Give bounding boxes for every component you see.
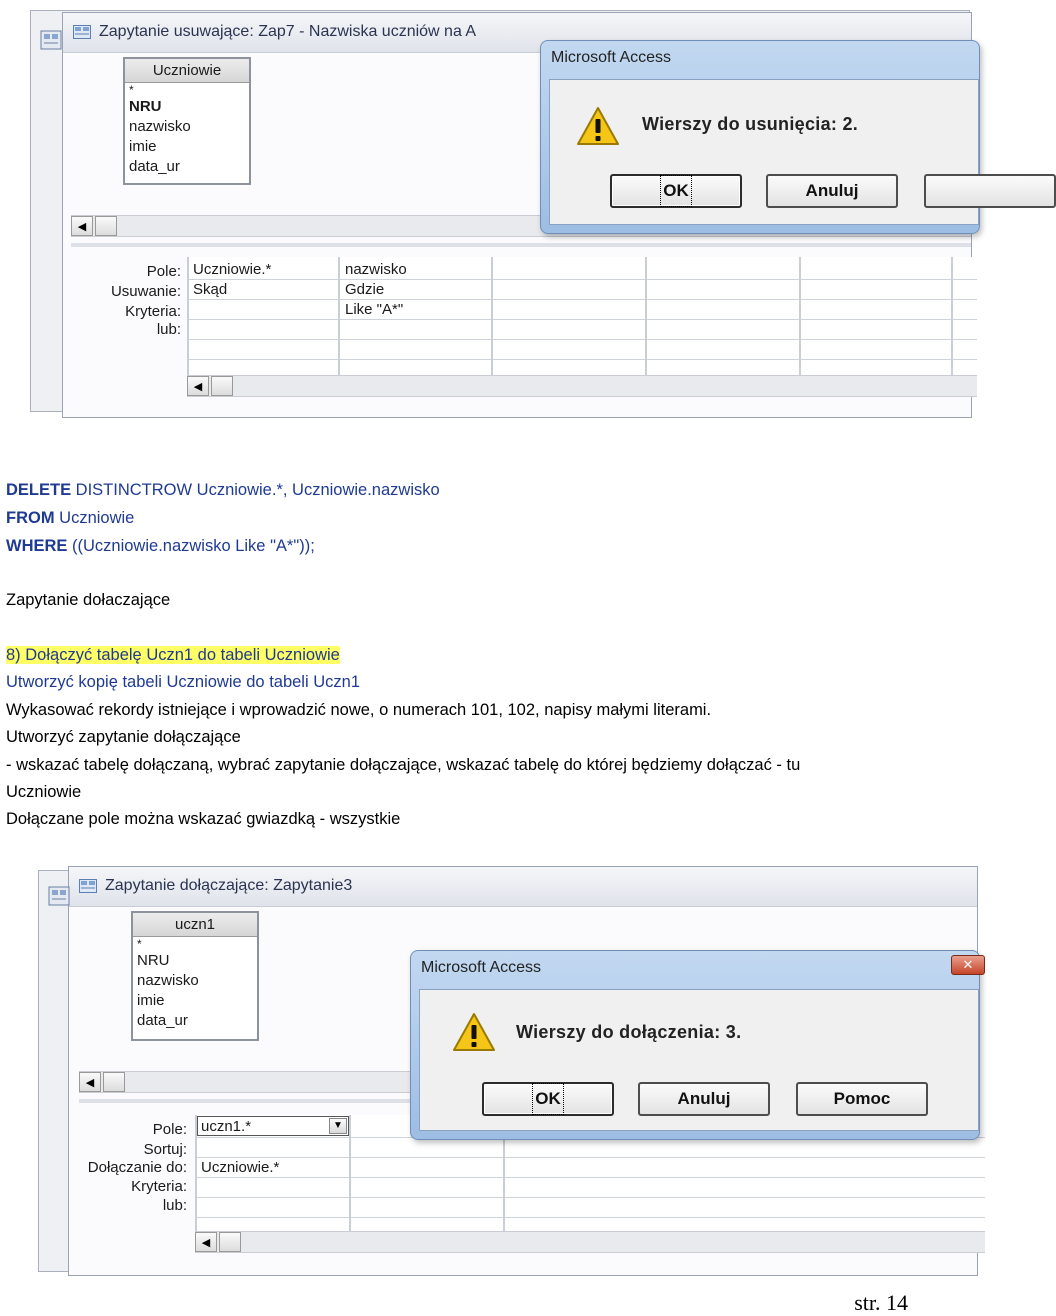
- cancel-button[interactable]: [766, 174, 898, 208]
- sql-line-1-rest: DISTINCTROW Uczniowie.*, Uczniowie.nazwisko: [71, 481, 440, 499]
- field-list-item[interactable]: imie: [129, 138, 157, 155]
- scroll-thumb[interactable]: [219, 1232, 241, 1252]
- window-titlebar[interactable]: [69, 867, 977, 907]
- row-label-sortuj: Sortuj:: [143, 1141, 187, 1158]
- dialog-title: Microsoft Access: [421, 959, 542, 976]
- step-select-field: Dołączane pole można wskazać gwiazdką - wszystkie: [6, 810, 401, 828]
- cancel-button-label: Anuluj: [677, 1089, 731, 1108]
- field-list-item[interactable]: *: [129, 83, 134, 97]
- grid-horizontal-scrollbar[interactable]: [195, 1231, 985, 1253]
- window-title: Zapytanie usuwające: Zap7 - Nazwiska uczniów na A: [99, 23, 477, 40]
- pane-splitter[interactable]: [71, 243, 971, 247]
- cancel-button-label: Anuluj: [805, 181, 859, 200]
- dropdown-arrow-icon[interactable]: ▼: [329, 1118, 347, 1134]
- table-name: Uczniowie: [125, 59, 249, 83]
- table-name: uczn1: [133, 913, 257, 937]
- page-number: str. 14: [854, 1290, 908, 1315]
- table-uczn1[interactable]: [131, 911, 259, 1041]
- screenshot-delete-query: [0, 0, 960, 420]
- sql-line-2: [6, 507, 134, 529]
- row-label-usuwanie: Usuwanie:: [110, 283, 181, 300]
- design-grid[interactable]: [187, 257, 977, 381]
- cancel-button[interactable]: [638, 1082, 770, 1116]
- grid-horizontal-scrollbar[interactable]: [187, 375, 977, 397]
- scroll-left-arrow-icon[interactable]: ◀: [195, 1232, 217, 1252]
- step-delete-records: Wykasować rekordy istniejące i wprowadzić nowe, o numerach 101, 102, napisy małymi literami.: [6, 701, 712, 719]
- sql-keyword-where: WHERE: [6, 537, 68, 555]
- scroll-thumb[interactable]: [211, 376, 233, 396]
- dialog-close-button[interactable]: ✕: [951, 955, 985, 975]
- row-label-pole: Pole:: [152, 1121, 187, 1138]
- field-list-item[interactable]: NRU: [129, 98, 162, 115]
- sql-line-3-rest: ((Uczniowie.nazwisko Like "A*"));: [67, 537, 315, 555]
- task-highlight: 8) Dołączyć tabelę Uczn1 do tabeli Uczniowie: [6, 646, 340, 664]
- task-line: [6, 644, 340, 666]
- window-system-icon: [40, 30, 62, 50]
- warning-icon: [576, 106, 620, 146]
- dialog-title: Microsoft Access: [551, 49, 672, 66]
- field-list-item[interactable]: NRU: [137, 952, 170, 969]
- scroll-left-arrow-icon[interactable]: ◀: [187, 376, 209, 396]
- help-button[interactable]: [796, 1082, 928, 1116]
- query-icon: [79, 879, 97, 893]
- grid-cell-usuwanie-1[interactable]: Skąd: [193, 281, 228, 298]
- field-list-item[interactable]: nazwisko: [137, 972, 199, 989]
- table-uczniowie[interactable]: [123, 57, 251, 185]
- ok-button[interactable]: [482, 1082, 614, 1116]
- row-label-lub: lub:: [162, 1197, 187, 1214]
- sql-line-1: [6, 479, 440, 501]
- field-list-item[interactable]: imie: [137, 992, 165, 1009]
- window-system-icon: [48, 886, 70, 906]
- row-label-kryteria: Kryteria:: [125, 303, 181, 320]
- help-button-label: Pomoc: [833, 1089, 891, 1108]
- field-list-item[interactable]: *: [137, 937, 142, 951]
- sql-line-3: [6, 535, 315, 557]
- step-select-tables: - wskazać tabelę dołączaną, wybrać zapytanie dołączające, wskazać tabelę do której będziemy dołączać - tu: [6, 756, 801, 774]
- window-title: Zapytanie dołączające: Zapytanie3: [105, 877, 353, 894]
- scroll-left-arrow-icon[interactable]: ◀: [71, 216, 93, 236]
- section-heading: Zapytanie dołaczające: [6, 591, 171, 609]
- sql-line-2-rest: Uczniowie: [54, 509, 135, 527]
- ok-button-label: OK: [533, 1084, 563, 1114]
- sql-keyword-delete: DELETE: [6, 481, 72, 499]
- ok-button[interactable]: [610, 174, 742, 208]
- sql-keyword-from: FROM: [6, 509, 55, 527]
- help-button-partial[interactable]: [924, 174, 1056, 208]
- scroll-thumb[interactable]: [95, 216, 117, 236]
- field-list-item[interactable]: nazwisko: [129, 118, 191, 135]
- grid-cell-pole-2[interactable]: nazwisko: [345, 261, 407, 278]
- field-list-item[interactable]: data_ur: [129, 158, 180, 175]
- dialog-body: [419, 989, 979, 1131]
- dialog-message: Wierszy do usunięcia: 2.: [642, 114, 859, 134]
- row-label-lub: lub:: [156, 321, 181, 338]
- dialog-message: Wierszy do dołączenia: 3.: [516, 1022, 742, 1042]
- scroll-left-arrow-icon[interactable]: ◀: [79, 1072, 101, 1092]
- grid-cell-dolaczanie-1[interactable]: Uczniowie.*: [201, 1159, 280, 1176]
- ms-access-dialog: [410, 950, 980, 1140]
- grid-cell-pole-1[interactable]: uczn1.*: [201, 1118, 252, 1135]
- step-select-tables-cont: Uczniowie: [6, 783, 82, 801]
- ok-button-label: OK: [661, 176, 691, 206]
- scroll-thumb[interactable]: [103, 1072, 125, 1092]
- ms-access-dialog: [540, 40, 980, 234]
- field-list-item[interactable]: data_ur: [137, 1012, 188, 1029]
- step-copy-table: Utworzyć kopię tabeli Uczniowie do tabeli Uczn1: [6, 673, 360, 691]
- dialog-body: [549, 79, 979, 225]
- row-label-pole: Pole:: [146, 263, 181, 280]
- row-label-kryteria: Kryteria:: [131, 1178, 187, 1195]
- grid-cell-usuwanie-2[interactable]: Gdzie: [345, 281, 385, 298]
- row-label-dolaczanie: Dołączanie do:: [87, 1159, 187, 1176]
- grid-cell-pole-1[interactable]: Uczniowie.*: [193, 261, 272, 278]
- step-create-query: Utworzyć zapytanie dołączające: [6, 728, 241, 746]
- query-icon: [73, 25, 91, 39]
- warning-icon: [452, 1012, 496, 1052]
- screenshot-append-query: [0, 860, 974, 1280]
- grid-cell-kryteria-2[interactable]: Like "A*": [345, 301, 404, 318]
